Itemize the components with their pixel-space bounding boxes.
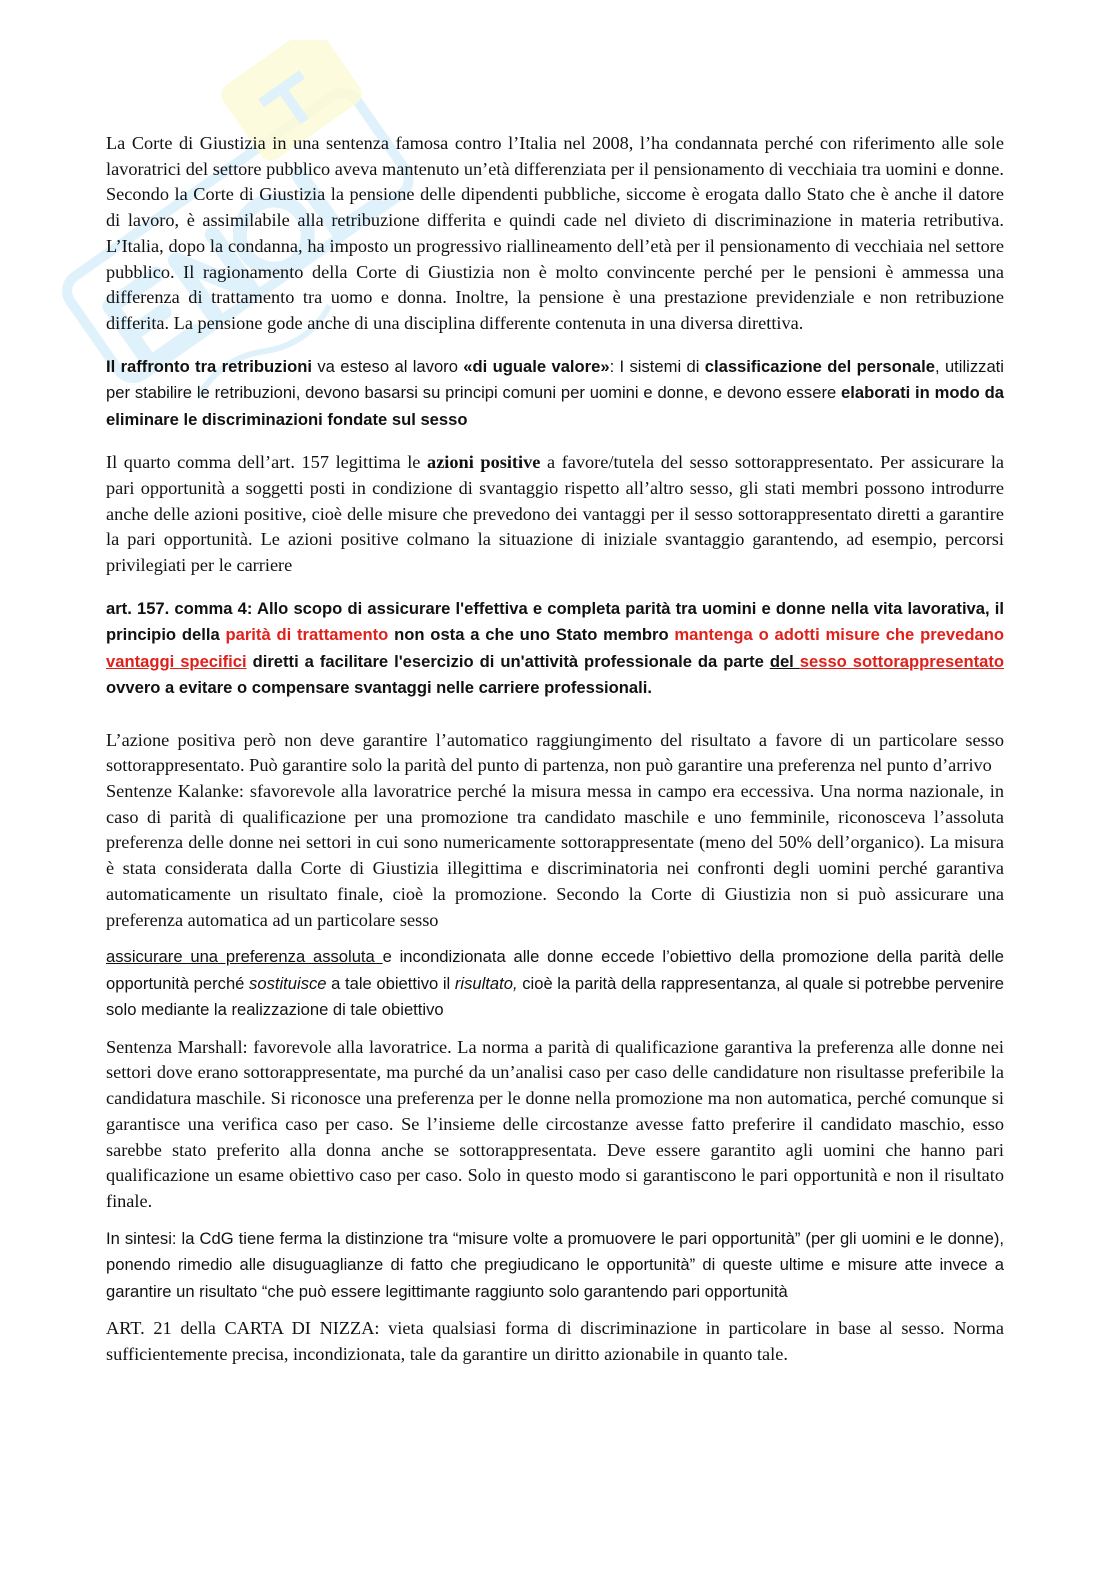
paragraph-azioni-positive: Il quarto comma dell’art. 157 legittima le azioni positive a favore/tutela del sesso sottorappresentato. Per assicurare la pari opportunità a soggetti posti in condizione di svantaggio rispetto all’altro sesso, gli stati membri possono introdurre anche delle azioni positive, cioè delle misure che prevedono dei vantaggi per il sesso sottorappresentato diretti a garantire la pari opportunità. Le azioni positive colmano la situazione di iniziale svantaggio garantendo, ad esempio, percorsi privilegiati per le carriere <box>106 452 1005 575</box>
paragraph-preferenza-assoluta: assicurare una preferenza assoluta e incondizionata alle donne eccede l’obiettivo della promozione della parità delle opportunità perché sostituisce a tale obiettivo il risultato, cioè la parità della rappresentanza, al quale si potrebbe pervenire solo mediante la realizzazione di tale obiettivo <box>106 947 1004 1020</box>
paragraph-sentenza-marshall: Sentenza Marshall: favorevole alla lavoratrice. La norma a parità di qualificazione garantiva la preferenza alle donne nei settori dove erano sottorappresentate, ma purché da un’analisi caso per caso delle candidature non risultasse preferibile la candidatura maschile. Si riconosce una preferenza per le donne nella promozione ma non automatica, perché comunque si garantisce una verifica caso per caso. Se l’insieme delle circostanze avesse fatto preferire il candidato maschio, esso sarebbe stato preferito alla donna anche se sottorappresentata. Deve essere garantito agli uomini che hanno pari qualificazione un esame obiettivo caso per caso. Solo in questo modo si garantiscono le pari opportunità e non il risultato finale. <box>106 1036 1004 1211</box>
paragraph-corte-giustizia: La Corte di Giustizia in una sentenza famosa contro l’Italia nel 2008, l’ha condannata perché con riferimento alle sole lavoratrici del settore pubblico aveva mantenuto un’età differenziata per il pensionamento di vecchiaia tra uomini e donne. Secondo la Corte di Giustizia la pensione delle dipendenti pubbliche, siccome è erogata dallo Stato che è anche il datore di lavoro, è assimilabile alla retribuzione differita e quindi cade nel divieto di discriminazione in materia retributiva. L’Italia, dopo la condanna, ha imposto un progressivo riallineamento dell’età per il pensionamento di vecchiaia nel settore pubblico. Il ragionamento della Corte di Giustizia non è molto convincente perché per le pensioni è ammessa una differenza di trattamento tra uomo e donna. Inoltre, la pensione è una prestazione previdenziale e non retribuzione differita. La pensione gode anche di una disciplina differente contenuta in una diversa direttiva. <box>106 133 1004 333</box>
paragraph-in-sintesi: In sintesi: la CdG tiene ferma la distinzione tra “misure volte a promuovere le pari opportunità” (per gli uomini e le donne), ponendo rimedio alle disuguaglianze di fatto che pregiudicano le opportunità” di queste ultime e misure atte invece a garantire un risultato “che può essere legittimante raggiunto solo garantendo pari opportunità <box>106 1228 1004 1301</box>
paragraph-azione-positiva: L’azione positiva però non deve garantire l’automatico raggiungimento del risultato a favore di un particolare sesso sottorappresentato. Può garantire solo la parità del punto di partenza, non può garantire una preferenza nel punto d’arrivo <box>106 729 1004 776</box>
document-body <box>106 131 1004 1368</box>
paragraph-carta-di-nizza: ART. 21 della CARTA DI NIZZA: vieta qualsiasi forma di discriminazione in particolare in base al sesso. Norma sufficientemente precisa, incondizionata, tale da garantire un diritto azionabile in quanto tale. <box>106 1318 1004 1364</box>
paragraph-raffronto-retribuzioni: Il raffronto tra retribuzioni va esteso al lavoro «di uguale valore»: I sistemi di classificazione del personale, utilizzati per stabilire le retribuzioni, devono basarsi su principi comuni per uomini e donne, e devono essere elaborati in modo da eliminare le discriminazioni fondate sul sesso <box>106 356 1004 429</box>
paragraph-art-157-comma-4: art. 157. comma 4: Allo scopo di assicurare l'effettiva e completa parità tra uomini e donne nella vita lavorativa, il principio della parità di trattamento non osta a che uno Stato membro mantenga o adotti misure che prevedano vantaggi specifici diretti a facilitare l'esercizio di un'attività professionale da parte del sesso sottorappresentato ovvero a evitare o compensare svantaggi nelle carriere professionali. <box>106 598 1004 698</box>
paragraph-sentenza-kalanke: Sentenze Kalanke: sfavorevole alla lavoratrice perché la misura messa in campo era eccessiva. Una norma nazionale, in caso di parità di qualificazione per una promozione tra candidato maschile e uno femminile, riconosceva l’assoluta preferenza delle donne nei settori in cui sono numericamente sottorappresentate (meno del 50% dell’organico). La misura è stata considerata dalla Corte di Giustizia illegittima e discriminatoria nei confronti degli uomini perché garantiva automaticamente un risultato finale, cioè la promozione. Secondo la Corte di Giustizia non si può assicurare una preferenza automatica ad un particolare sesso <box>106 781 1004 930</box>
